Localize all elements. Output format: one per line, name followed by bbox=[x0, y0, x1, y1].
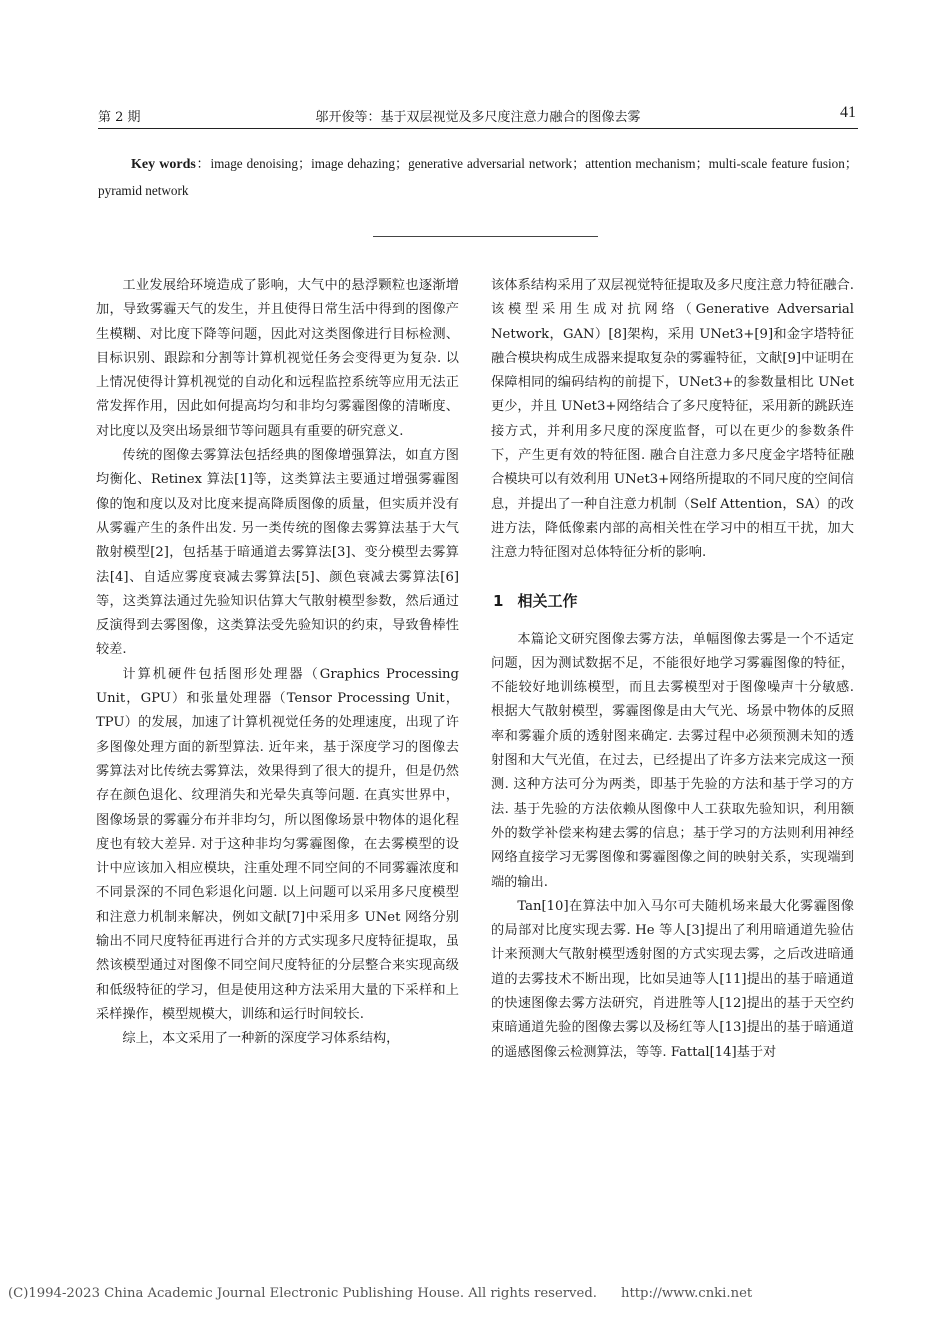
keywords-label: Key words bbox=[131, 157, 196, 172]
paragraph: 综上，本文采用了一种新的深度学习体系结构， bbox=[122, 1031, 400, 1047]
keywords-text: ：image denoising；image dehazing；generative adversarial network；attention mechanism；multi-scale feature fusion；pyramid network bbox=[98, 156, 858, 198]
copyright-text: (C)1994-2023 China Academic Journal Electronic Publishing House. All rights reserved. bbox=[8, 1286, 597, 1301]
footer-url[interactable]: http://www.cnki.net bbox=[620, 1286, 753, 1301]
right-column bbox=[491, 274, 854, 1065]
running-header bbox=[98, 102, 858, 129]
section-number: 1 bbox=[493, 591, 504, 610]
running-title: 邬开俊等：基于双层视觉及多尺度注意力融合的图像去雾 bbox=[315, 110, 641, 125]
copyright-footer bbox=[8, 1286, 752, 1301]
section-heading bbox=[493, 590, 854, 612]
issue-number: 第 2 期 bbox=[98, 110, 141, 125]
section-title: 相关工作 bbox=[517, 591, 578, 610]
paragraph: 传统的图像去雾算法包括经典的图像增强算法，如直方图均衡化、Retinex 算法[1]等，这类算法主要通过增强雾霾图像的饱和度以及对比度来提高降质图像的质量，但实质并没有从雾霾产生的条件出发. 另一类传统的图像去雾算法基于大气散射模型[2]，包括基于暗通道去雾算法[3]、变分模型去雾算法[4]、自适应雾度衰减去雾算法[5]、颜色衰减去雾算法[6]等，这类算法通过先验知识估算大气散射模型参数，然后通过反演得到去雾图像，这类算法受先验知识的约束，导致鲁棒性较差. bbox=[96, 448, 459, 658]
paragraph: 工业发展给环境造成了影响，大气中的悬浮颗粒也逐渐增加，导致雾霾天气的发生，并且使得日常生活中得到的图像产生模糊、对比度下降等问题，因此对这类图像进行目标检测、目标识别、跟踪和分割等计算机视觉任务会变得更为复杂. 以上情况使得计算机视觉的自动化和远程监控系统等应用无法正常发挥作用，因此如何提高均匀和非均匀雾霾图像的清晰度、对比度以及突出场景细节等问题具有重要的研究意义. bbox=[96, 278, 459, 439]
paragraph: Tan[10]在算法中加入马尔可夫随机场来最大化雾霾图像的局部对比度实现去雾. He 等人[3]提出了利用暗通道先验估计来预测大气散射模型透射图的方式实现去雾，之后改进暗通道的去雾技术不断出现，比如吴迪等人[11]提出的基于暗通道的快速图像去雾方法研究，肖进胜等人[12]提出的基于天空约束暗通道先验的图像去雾以及杨红等人[13]提出的基于暗通道的遥感图像云检测算法，等等. Fattal[14]基于对 bbox=[491, 898, 854, 1060]
keywords-block bbox=[98, 151, 858, 205]
page-number: 41 bbox=[840, 104, 856, 121]
paragraph: 本篇论文研究图像去雾方法，单幅图像去雾是一个不适定问题，因为测试数据不足，不能很好地学习雾霾图像的特征，不能较好地训练模型，而且去雾模型对于图像噪声十分敏感. 根据大气散射模型，雾霾图像是由大气光、场景中物体的反照率和雾霾介质的透射图来确定. 去雾过程中必须预测未知的透射图和大气光值，在过去，已经提出了许多方法来完成这一预测. 这种方法可分为两类，即基于先验的方法和基于学习的方法. 基于先验的方法依赖从图像中人工获取先验知识，利用额外的数学补偿来构建去雾的信息；基于学习的方法则利用神经网络直接学习无雾图像和雾霾图像之间的映射关系，实现端到端的输出. bbox=[491, 631, 854, 890]
separator-line bbox=[373, 236, 598, 237]
left-column bbox=[96, 274, 459, 1052]
paragraph: 该体系结构采用了双层视觉特征提取及多尺度注意力特征融合. 该模型采用生成对抗网络（Generative Adversarial Network，GAN）[8]架构，采用 UNet3+[9]和金字塔特征融合模块构成生成器来提取复杂的雾霾特征，文献[9]中证明在保障相同的编码结构的前提下，UNet3+的参数量相比 UNet 更少，并且 UNet3+网络结合了多尺度特征，采用新的跳跃连接方式，并利用多尺度的深度监督，可以在更少的参数条件下，产生更有效的特征图. 融合自注意力多尺度金字塔特征融合模块可以有效利用 UNet3+网络所提取的不同尺度的空间信息，并提出了一种自注意力机制（Self Attention，SA）的改进方法，降低像素内部的高相关性在学习中的相互干扰，加大注意力特征图对总体特征分析的影响. bbox=[491, 278, 854, 561]
paragraph: 计算机硬件包括图形处理器（Graphics Processing Unit，GPU）和张量处理器（Tensor Processing Unit，TPU）的发展，加速了计算机视觉任务的处理速度，出现了许多图像处理方面的新型算法. 近年来，基于深度学习的图像去雾算法对比传统去雾算法，效果得到了很大的提升，但是仍然存在颜色退化、纹理消失和光晕失真等问题. 在真实世界中，图像场景的雾霾分布并非均匀，所以图像场景中物体的退化程度也有较大差异. 对于这种非均匀雾霾图像，在去雾模型的设计中应该加入相应模块，注重处理不同空间的不同雾霾浓度和不同景深的不同色彩退化问题. 以上问题可以采用多尺度模型和注意力机制来解决，例如文献[7]中采用多 UNet 网络分别输出不同尺度特征再进行合并的方式实现多尺度特征提取，虽然该模型通过对图像不同空间尺度特征的分层整合来实现高级和低级特征的学习，但是使用这种方法采用大量的下采样和上采样操作，模型规模大，训练和运行时间较长. bbox=[96, 666, 459, 1022]
